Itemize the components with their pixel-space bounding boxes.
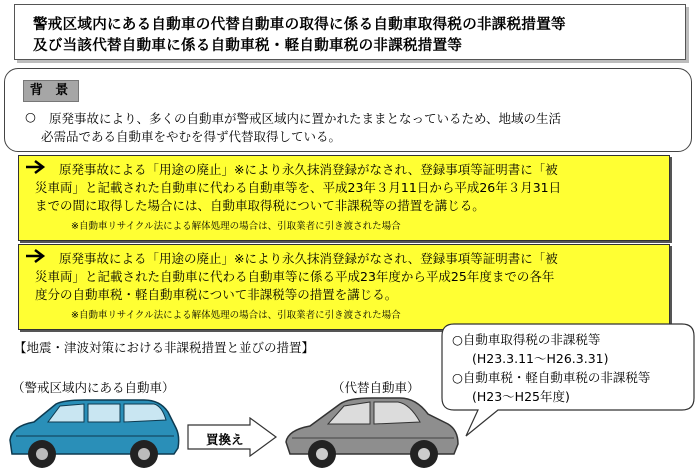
old-car-label: （警戒区域内にある自動車） (12, 380, 175, 395)
bubble-item-2: ○自動車税・軽自動車税の非課税等 (452, 370, 651, 385)
measure2-note: ※自動車リサイクル法による解体処理の場合は、引取業者に引き渡された場合 (71, 310, 401, 321)
new-car-image (282, 392, 462, 472)
title-box (14, 4, 686, 60)
old-car-image (4, 396, 184, 472)
background-line-2: 必需品である自動車をやむを得ず代替取得している。 (41, 129, 342, 144)
measure1-line-3: までの間に取得した場合には、自動車取得税について非課税等の措置を講じる。 (35, 198, 485, 213)
background-bullet: ○ (25, 109, 36, 124)
title-line-2: 及び当該代替自動車に係る自動車税・軽自動車税の非課税措置等 (33, 38, 463, 54)
measure1-line-1: 原発事故による「用途の廃止」※により永久抹消登録がなされ、登録事項等証明書に「被 (59, 162, 558, 177)
background-label: 背 景 (23, 80, 79, 102)
replace-label: 買換え (206, 432, 244, 447)
measure1-note: ※自動車リサイクル法による解体処理の場合は、引取業者に引き渡された場合 (71, 221, 401, 232)
measure2-line-1: 原発事故による「用途の廃止」※により永久抹消登録がなされ、登録事項等証明書に「被 (59, 251, 558, 266)
title-line-1: 警戒区域内にある自動車の代替自動車の取得に係る自動車取得税の非課税措置等 (33, 17, 566, 33)
measure1-line-2: 災車両」と記載された自動車に代わる自動車等を、平成23年３月11日から平成26年３月31日 (35, 180, 562, 195)
bubble-item-2-period: (H23～H25年度) (472, 389, 570, 404)
tax-measures-bubble (438, 322, 698, 442)
measure2-line-2: 災車両」と記載された自動車に代わる自動車等に係る平成23年度から平成25年度までの各年 (35, 269, 555, 284)
new-car-label: （代替自動車） (332, 380, 420, 395)
right-arrow-icon (25, 248, 47, 264)
measure-box-acquisition-tax (18, 155, 670, 241)
earthquake-measures-heading: 【地震・津波対策における非課税措置と並びの措置】 (14, 340, 315, 355)
bubble-item-1: ○自動車取得税の非課税等 (452, 332, 601, 347)
background-box (4, 68, 692, 152)
bubble-item-1-period: (H23.3.11～H26.3.31) (472, 351, 609, 366)
background-line-1: 原発事故により、多くの自動車が警戒区域内に置かれたままとなっているため、地域の生活 (49, 111, 562, 126)
right-arrow-icon (25, 159, 47, 175)
measure-box-automobile-tax (18, 244, 670, 330)
measure2-line-3: 度分の自動車税・軽自動車税について非課税等の措置を講じる。 (35, 287, 398, 302)
